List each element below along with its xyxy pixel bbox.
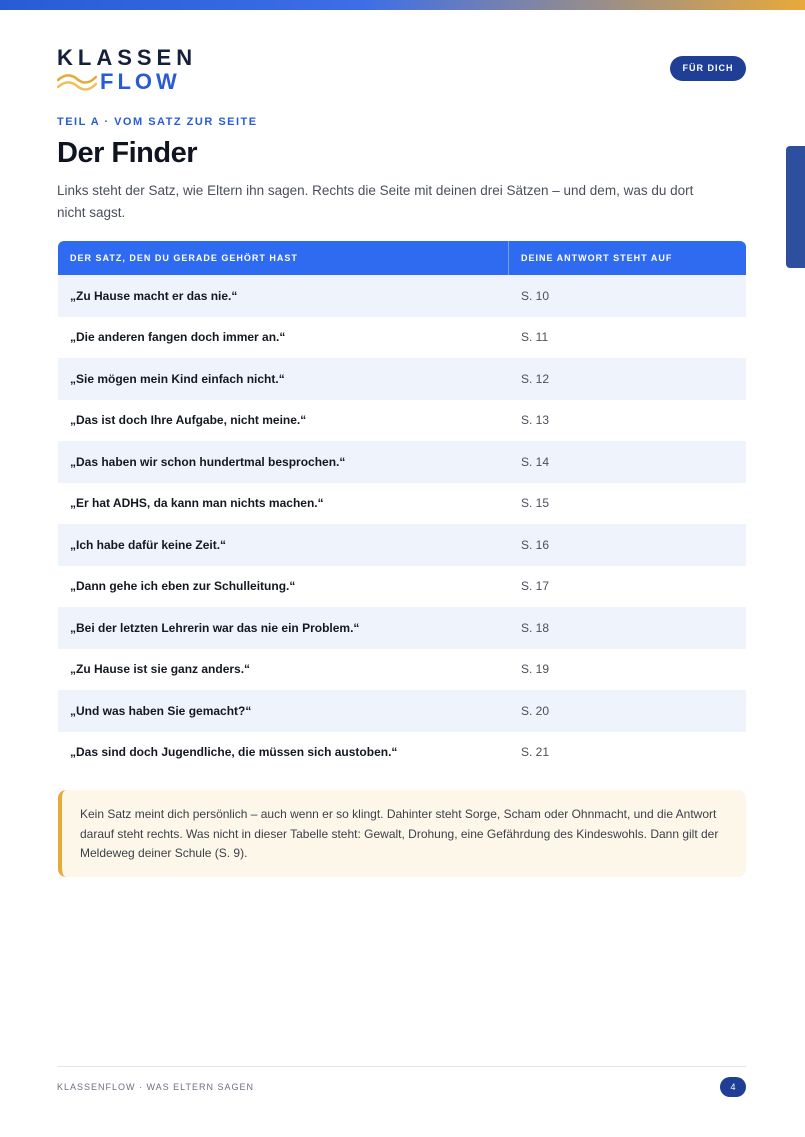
info-callout xyxy=(58,790,746,877)
phrase-cell: „Sie mögen mein Kind einfach nicht.“ xyxy=(70,371,285,386)
phrase-cell: „Das sind doch Jugendliche, die müssen sich austoben.“ xyxy=(70,745,398,760)
page-cell: S. 16 xyxy=(521,537,550,552)
phrase-cell: „Und was haben Sie gemacht?“ xyxy=(70,703,252,718)
logo-wordmark-top: KLASSEN xyxy=(57,45,198,70)
page-cell: S. 18 xyxy=(521,620,550,635)
table-row xyxy=(58,690,746,732)
phrase-cell: „Bei der letzten Lehrerin war das nie ein Problem.“ xyxy=(70,620,360,635)
column-header-page: DEINE ANTWORT STEHT AUF xyxy=(521,253,673,263)
phrase-cell: „Zu Hause ist sie ganz anders.“ xyxy=(70,662,251,677)
klassenflow-logo xyxy=(57,46,197,96)
table-row xyxy=(58,607,746,649)
callout-text: Kein Satz meint dich persönlich – auch wenn er so klingt. Dahinter steht Sorge, Scham oder Ohnmacht, und die Antwort darauf steht rechts. Was nicht in dieser Tabelle steht: Gewalt, Drohung, eine Gefährdung des Kindeswohls. Dann gilt der Meldeweg deiner Schule (S. 9). xyxy=(80,807,719,860)
table-row xyxy=(58,524,746,566)
phrase-cell: „Ich habe dafür keine Zeit.“ xyxy=(70,537,227,552)
column-header-phrase: DER SATZ, DEN DU GERADE GEHÖRT HAST xyxy=(58,241,509,275)
page-cell: S. 20 xyxy=(521,703,550,718)
footer-divider xyxy=(57,1066,746,1067)
phrase-cell: „Er hat ADHS, da kann man nichts machen.“ xyxy=(70,496,324,511)
page-cell: S. 15 xyxy=(521,496,550,511)
lead-paragraph: Links steht der Satz, wie Eltern ihn sagen. Rechts die Seite mit deinen drei Sätzen – und dem, was du dort nicht sagst. xyxy=(57,183,694,220)
page-cell: S. 14 xyxy=(521,454,550,469)
footer-title: KLASSENFLOW · WAS ELTERN SAGEN xyxy=(57,1082,255,1092)
table-row xyxy=(58,317,746,359)
table-row xyxy=(58,275,746,317)
page-cell: S. 10 xyxy=(521,288,550,303)
logo-wordmark-bottom: FLOW xyxy=(100,69,181,94)
page-cell: S. 19 xyxy=(521,662,550,677)
page-number-badge: 4 xyxy=(720,1077,746,1097)
section-eyebrow: TEIL A · VOM SATZ ZUR SEITE xyxy=(57,116,258,128)
page-cell: S. 17 xyxy=(521,579,550,594)
table-row xyxy=(58,400,746,442)
table-row xyxy=(58,441,746,483)
phrase-cell: „Dann gehe ich eben zur Schulleitung.“ xyxy=(70,579,296,594)
page-cell: S. 12 xyxy=(521,371,550,386)
table-row xyxy=(58,483,746,525)
wave-icon xyxy=(57,73,97,91)
table-row xyxy=(58,566,746,608)
table-header xyxy=(58,241,746,275)
phrase-finder-table xyxy=(58,241,746,773)
page-cell: S. 21 xyxy=(521,745,550,760)
top-gradient-bar xyxy=(0,0,805,10)
page-cell: S. 13 xyxy=(521,413,550,428)
page-cell: S. 11 xyxy=(521,330,549,345)
phrase-cell: „Die anderen fangen doch immer an.“ xyxy=(70,330,286,345)
phrase-cell: „Das ist doch Ihre Aufgabe, nicht meine.“ xyxy=(70,413,307,428)
phrase-cell: „Das haben wir schon hundertmal besprochen.“ xyxy=(70,454,346,469)
table-row xyxy=(58,358,746,400)
side-bookmark-tab[interactable] xyxy=(786,146,805,268)
audience-badge: FÜR DICH xyxy=(670,56,746,81)
table-row xyxy=(58,732,746,774)
phrase-cell: „Zu Hause macht er das nie.“ xyxy=(70,288,238,303)
table-row xyxy=(58,649,746,691)
page-title: Der Finder xyxy=(57,137,198,169)
